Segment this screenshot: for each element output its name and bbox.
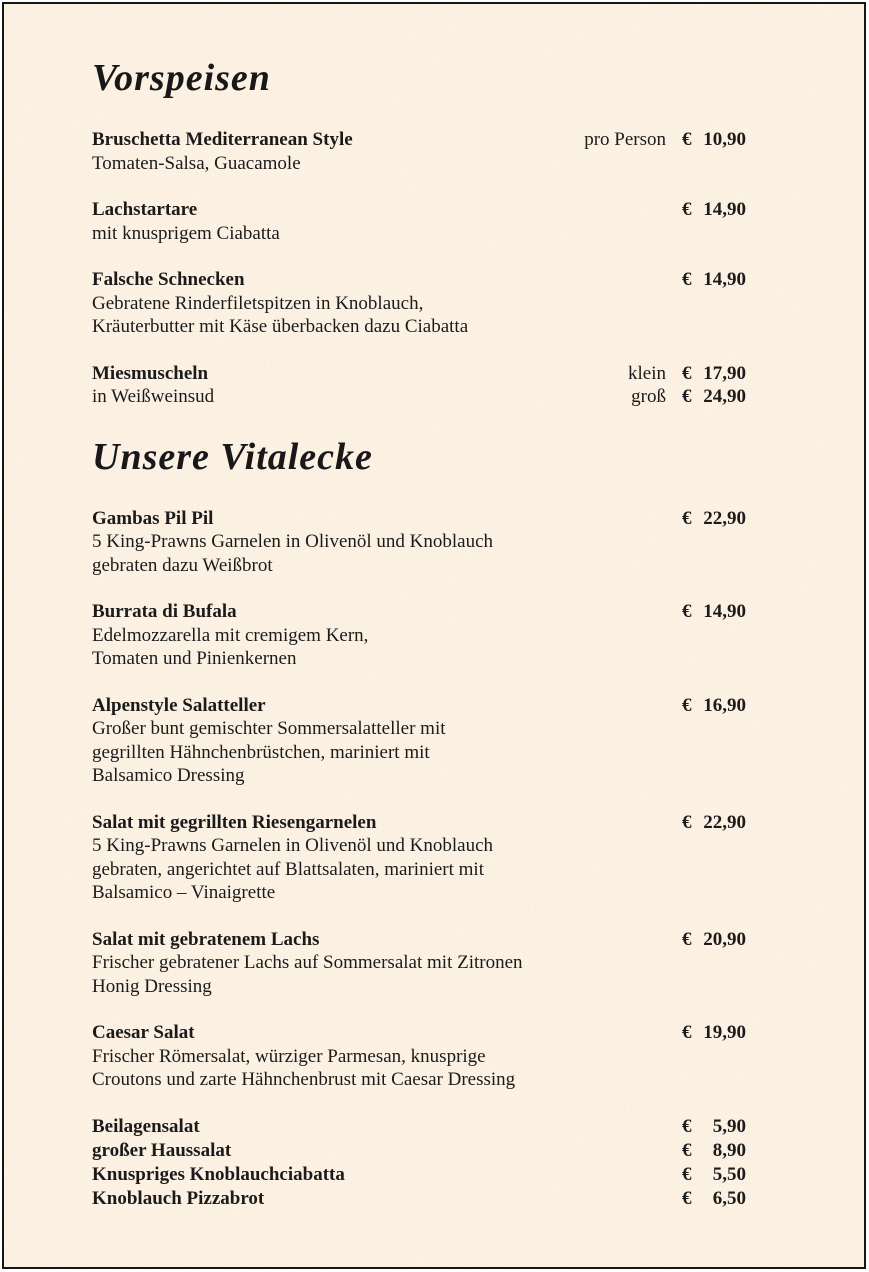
menu-item-description-line: mit knusprigem Ciabatta [92,222,280,244]
price-value: 16,90 [703,694,746,716]
menu-item [92,268,746,339]
section-title: Vorspeisen [92,57,271,99]
menu-item-text [92,1139,682,1163]
menu-section [92,507,746,1092]
menu-item-name: Beilagensalat [92,1115,200,1137]
menu-item-text [92,507,682,578]
price-value: 5,50 [712,1163,746,1185]
menu-section [92,128,746,409]
menu-item [92,507,746,578]
menu-item-name: Lachstartare [92,199,198,220]
menu-item-name: Gambas Pil Pil [92,507,214,529]
price-row [682,198,746,222]
menu-item-name: Caesar Salat [92,1022,195,1043]
menu-item-description-line: gebraten dazu Weißbrot [92,554,273,576]
menu-item-text [92,694,682,788]
menu-item-prices [682,1139,746,1163]
price-value: 24,90 [703,386,746,407]
menu-item-description-line: Kräuterbutter mit Käse überbacken dazu Ciabatta [92,316,469,337]
price-row [682,928,746,952]
price-note: klein [628,362,666,384]
currency-symbol: € [682,1187,692,1209]
menu-item-text [92,198,682,245]
price-row [628,362,746,386]
price-row [682,1187,746,1211]
menu-item-name: Knoblauch Pizzabrot [92,1187,265,1209]
price [682,1139,746,1163]
menu-item-prices [628,362,746,409]
price-value: 22,90 [703,507,746,529]
price-row [682,507,746,531]
menu-item-prices [682,600,746,624]
menu-item-description-line: Croutons und zarte Hähnchenbrust mit Caesar Dressing [92,1069,516,1090]
menu-item-description-line: Balsamico – Vinaigrette [92,882,276,903]
menu-item-text [92,1021,682,1092]
menu-item-name: Miesmuscheln [92,362,209,384]
price-value: 10,90 [703,129,746,150]
price [682,1115,746,1139]
menu-item-name: Knuspriges Knoblauchciabatta [92,1163,345,1185]
price-row [682,1139,746,1163]
menu-section [92,1115,746,1211]
price-row [682,600,746,624]
price-value: 5,90 [712,1115,746,1137]
menu-item [92,694,746,788]
menu-item-text [92,1187,682,1211]
menu-item [92,128,746,175]
menu-item [92,1115,746,1139]
menu-item-prices [682,1187,746,1211]
currency-symbol: € [682,362,692,384]
price [682,385,746,409]
menu-page [2,2,866,1269]
price-note: groß [631,386,666,407]
menu-item-prices [682,928,746,952]
menu-item-name: großer Haussalat [92,1139,232,1161]
menu-item-prices [682,694,746,718]
price-value: 19,90 [703,1022,746,1043]
menu-item-prices [584,128,746,152]
menu-item-description-line: Tomaten-Salsa, Guacamole [92,152,301,174]
currency-symbol: € [682,1115,692,1137]
menu-item-text [92,811,682,905]
menu-item-name: Falsche Schnecken [92,269,245,290]
price [682,600,746,624]
menu-content [4,4,864,1267]
price-row [682,1163,746,1187]
menu-item-text [92,1115,682,1139]
menu-item-prices [682,1163,746,1187]
menu-item-description-line: Honig Dressing [92,975,212,997]
section-title-wrap [92,56,746,100]
price-value: 17,90 [703,362,746,384]
menu-item [92,198,746,245]
menu-item-name: Alpenstyle Salatteller [92,694,266,716]
menu-item-description-line: Tomaten und Pinienkernen [92,648,297,669]
menu-item [92,1021,746,1092]
price [682,362,746,386]
price-value: 8,90 [712,1139,746,1161]
menu-item-description-line: in Weißweinsud [92,386,215,407]
currency-symbol: € [682,269,692,290]
price [682,1021,746,1045]
price-value: 20,90 [703,928,746,950]
menu-item-name: Burrata di Bufala [92,601,237,622]
price-note: pro Person [584,129,666,150]
price-row [628,385,746,409]
price-value: 14,90 [703,601,746,622]
price [682,1163,746,1187]
menu-item-description-line: Balsamico Dressing [92,765,245,786]
menu-item-name: Salat mit gegrillten Riesengarnelen [92,811,377,833]
section-title-wrap [92,435,746,479]
currency-symbol: € [682,199,692,220]
price-row [584,128,746,152]
price-value: 14,90 [703,199,746,220]
price [682,268,746,292]
menu-item-text [92,1163,682,1187]
price [682,811,746,835]
menu-item [92,928,746,999]
menu-item-text [92,362,628,409]
menu-item-prices [682,198,746,222]
currency-symbol: € [682,694,692,716]
menu-item-prices [682,811,746,835]
price-row [682,1115,746,1139]
menu-item-text [92,128,584,175]
menu-item [92,1163,746,1187]
price [682,1187,746,1211]
menu-item-description-line: gegrillten Hähnchenbrüstchen, mariniert mit [92,741,430,763]
section-title: Unsere Vitalecke [92,435,373,478]
price-row [682,694,746,718]
currency-symbol: € [682,129,692,150]
currency-symbol: € [682,601,692,622]
currency-symbol: € [682,386,692,407]
menu-item [92,811,746,905]
currency-symbol: € [682,1022,692,1043]
menu-item-text [92,268,682,339]
menu-item-description-line: gebraten, angerichtet auf Blattsalaten, mariniert mit [92,858,484,880]
price-row [682,268,746,292]
menu-item-description-line: Gebratene Rinderfiletspitzen in Knoblauch, [92,292,424,314]
menu-item-prices [682,1021,746,1045]
price [682,694,746,718]
menu-item-text [92,600,682,671]
menu-item-name: Salat mit gebratenem Lachs [92,928,320,950]
price [682,928,746,952]
price [682,128,746,152]
menu-item-description-line: 5 King-Prawns Garnelen in Olivenöl und Knoblauch [92,835,494,856]
menu-item [92,600,746,671]
price [682,507,746,531]
currency-symbol: € [682,811,692,833]
menu-item-description-line: Edelmozzarella mit cremigem Kern, [92,624,369,646]
menu-item [92,1187,746,1211]
currency-symbol: € [682,507,692,529]
menu-item-name: Bruschetta Mediterranean Style [92,129,353,150]
menu-item-description-line: Frischer gebratener Lachs auf Sommersalat mit Zitronen [92,952,523,973]
price-value: 22,90 [703,811,746,833]
price-row [682,811,746,835]
currency-symbol: € [682,928,692,950]
menu-item [92,1139,746,1163]
menu-item [92,362,746,409]
price-value: 6,50 [712,1187,746,1209]
menu-item-prices [682,268,746,292]
price [682,198,746,222]
menu-item-description-line: Großer bunt gemischter Sommersalatteller mit [92,718,446,739]
menu-item-prices [682,1115,746,1139]
menu-item-prices [682,507,746,531]
price-value: 14,90 [703,269,746,290]
currency-symbol: € [682,1163,692,1185]
currency-symbol: € [682,1139,692,1161]
menu-item-description-line: 5 King-Prawns Garnelen in Olivenöl und Knoblauch [92,531,494,552]
price-row [682,1021,746,1045]
menu-item-text [92,928,682,999]
menu-item-description-line: Frischer Römersalat, würziger Parmesan, knusprige [92,1045,486,1067]
